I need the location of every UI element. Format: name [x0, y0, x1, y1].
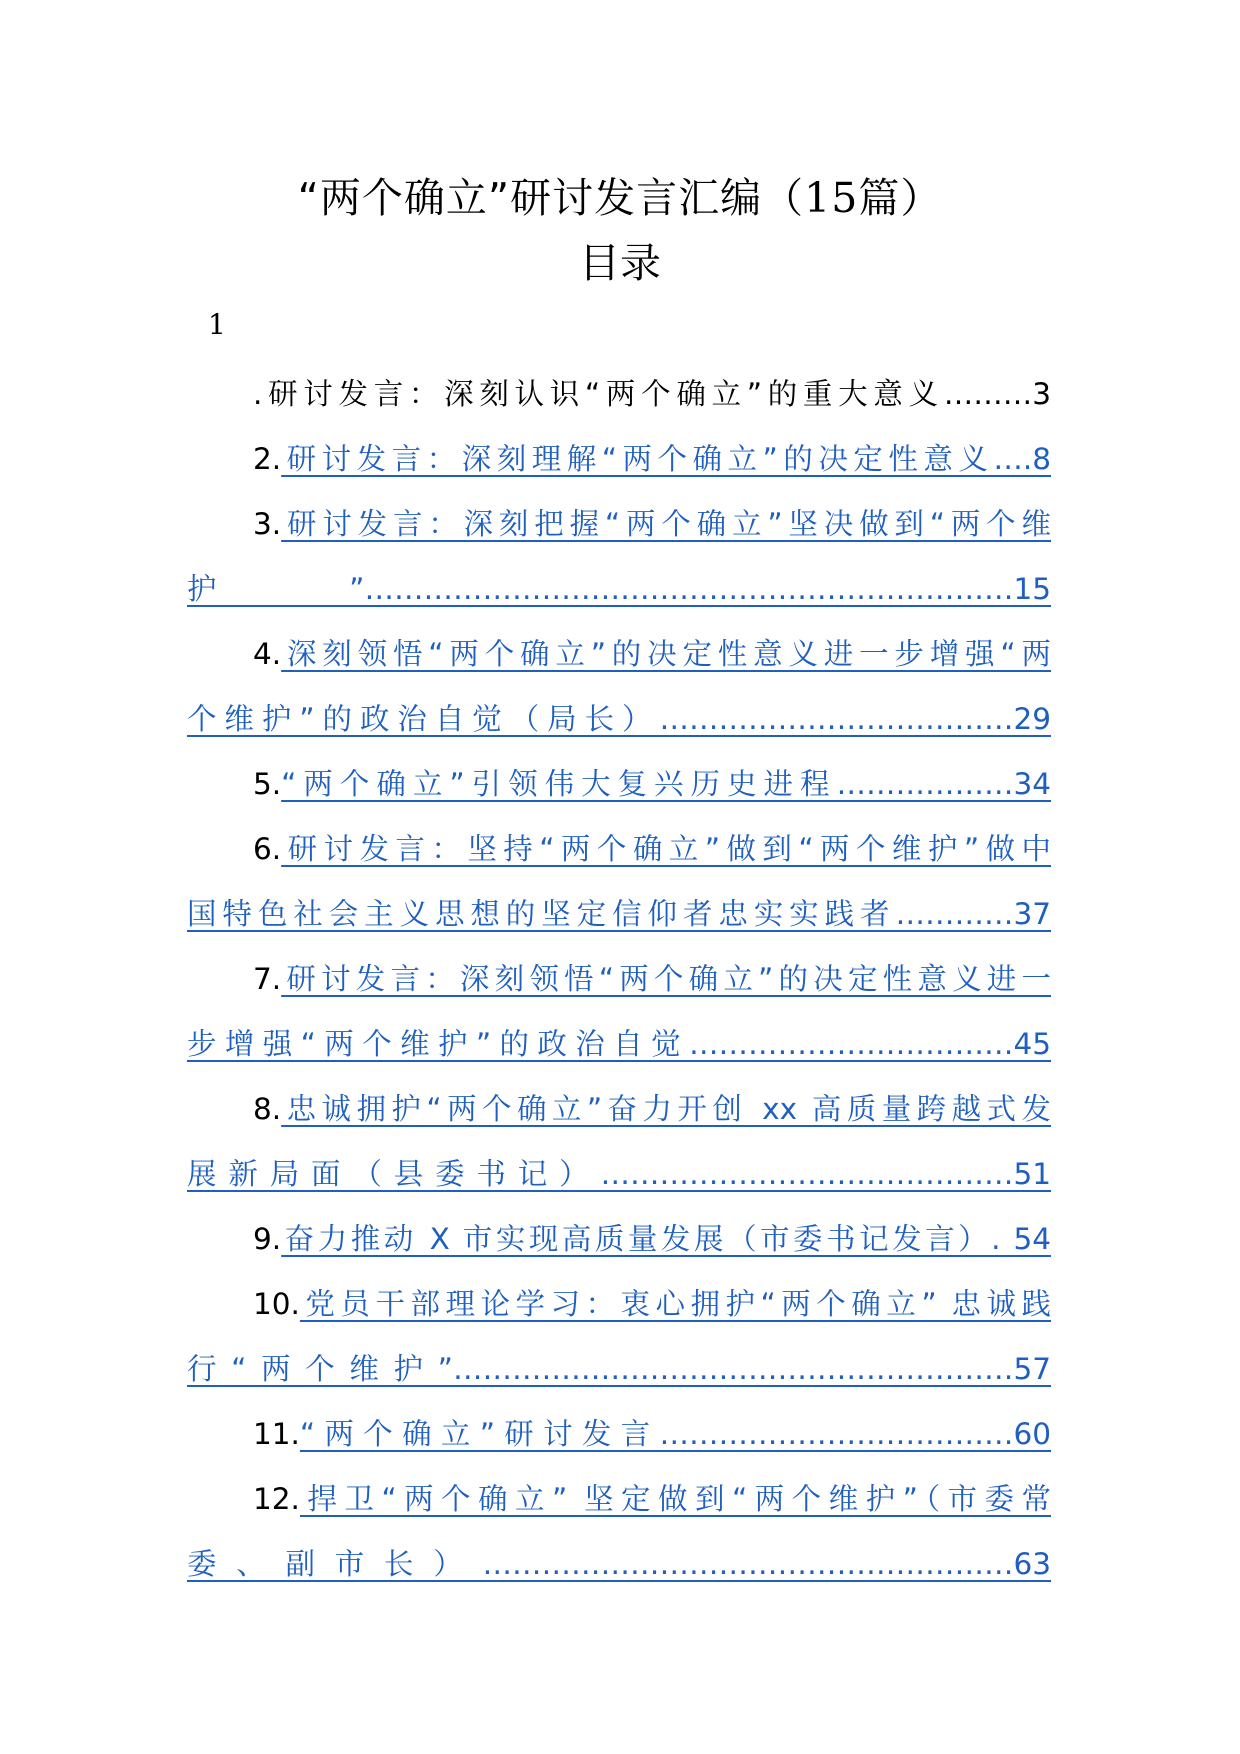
toc-entry-link-cont[interactable]: 步增强“两个维护”的政治自觉……………………………45 — [187, 1027, 1051, 1061]
toc-entry-8[interactable] — [187, 1077, 1051, 1207]
toc-entry-number: 3. — [253, 507, 282, 541]
toc-entry-3[interactable] — [187, 492, 1051, 622]
toc-entry-link[interactable]: “两个确立”研讨发言………………………………60 — [299, 1417, 1051, 1451]
toc-entry-link-cont[interactable]: 护”…………………………………………………………15 — [187, 572, 1051, 606]
toc-entry-number: 11. — [253, 1417, 300, 1451]
toc-heading: 目录 — [579, 239, 661, 287]
toc-entry-link[interactable]: 研讨发言：深刻理解“两个确立”的决定性意义….8 — [281, 442, 1051, 476]
title-text: “两个确立”研讨发言汇编（ — [297, 174, 805, 222]
toc-entry-number: 12. — [253, 1482, 300, 1516]
toc-entry-10[interactable] — [187, 1272, 1051, 1402]
toc-entry-link[interactable]: “两个确立”引领伟大复兴历史进程………………34 — [281, 767, 1051, 801]
toc-entry-9[interactable] — [187, 1207, 1051, 1272]
toc-entry-link[interactable]: 党员干部理论学习：衷心拥护“两个确立” 忠诚践 — [299, 1287, 1051, 1321]
toc-entry-11[interactable] — [187, 1402, 1051, 1467]
toc-entry-link[interactable]: 深刻领悟“两个确立”的决定性意义进一步增强“两 — [281, 637, 1051, 671]
toc-entry-link[interactable]: 奋力推动 X 市实现高质量发展（市委书记发言）. 54 — [281, 1222, 1051, 1256]
toc-entry-link[interactable]: 研讨发言：深刻把握“两个确立”坚决做到“两个维 — [281, 507, 1051, 541]
toc-entry-link-cont[interactable]: 个维护”的政治自觉（局长）………………………………29 — [187, 702, 1051, 736]
toc-entry-number: 6. — [253, 832, 282, 866]
toc-entry-5[interactable] — [187, 752, 1051, 817]
toc-entry-number: 10. — [253, 1287, 300, 1321]
list-marker: 1 — [208, 308, 226, 341]
toc-entry-4[interactable] — [187, 622, 1051, 752]
toc-entry-link-cont[interactable]: 委、副市长）………………………………………………63 — [187, 1547, 1051, 1581]
toc-entry-link[interactable]: 研讨发言：坚持“两个确立”做到“两个维护”做中 — [281, 832, 1051, 866]
toc-entry-1 — [187, 362, 1051, 427]
title-count: 15 — [804, 174, 859, 222]
toc-entry-link[interactable]: 忠诚拥护“两个确立”奋力开创 xx 高质量跨越式发 — [281, 1092, 1051, 1126]
toc-entry-link[interactable]: 研讨发言：深刻领悟“两个确立”的决定性意义进一 — [281, 962, 1051, 996]
title-tail: 篇） — [858, 174, 943, 222]
toc-entry-link[interactable]: 捍卫“两个确立” 坚定做到“两个维护”（市委常 — [299, 1482, 1051, 1516]
toc-entry-link-cont[interactable]: 国特色社会主义思想的坚定信仰者忠实实践者…………37 — [187, 897, 1051, 931]
toc-entry-number: 2. — [253, 442, 282, 476]
toc-entry-number: 4. — [253, 637, 282, 671]
toc-entry-text: 研讨发言：深刻认识“两个确立”的重大意义………3 — [262, 377, 1051, 411]
toc-entry-number: 8. — [253, 1092, 282, 1126]
table-of-contents — [187, 362, 1051, 1597]
toc-entry-number: 9. — [253, 1222, 282, 1256]
toc-entry-number: 5. — [253, 767, 282, 801]
toc-entry-number: . — [253, 377, 263, 411]
toc-entry-6[interactable] — [187, 817, 1051, 947]
toc-entry-number: 7. — [253, 962, 282, 996]
toc-entry-link-cont[interactable]: 行“两个维护”…………………………………………………57 — [187, 1352, 1051, 1386]
toc-entry-2[interactable] — [187, 427, 1051, 492]
toc-entry-12[interactable] — [187, 1467, 1051, 1597]
toc-entry-link-cont[interactable]: 展新局面（县委书记）……………………………………51 — [187, 1157, 1051, 1191]
toc-entry-7[interactable] — [187, 947, 1051, 1077]
document-title — [0, 170, 1240, 226]
